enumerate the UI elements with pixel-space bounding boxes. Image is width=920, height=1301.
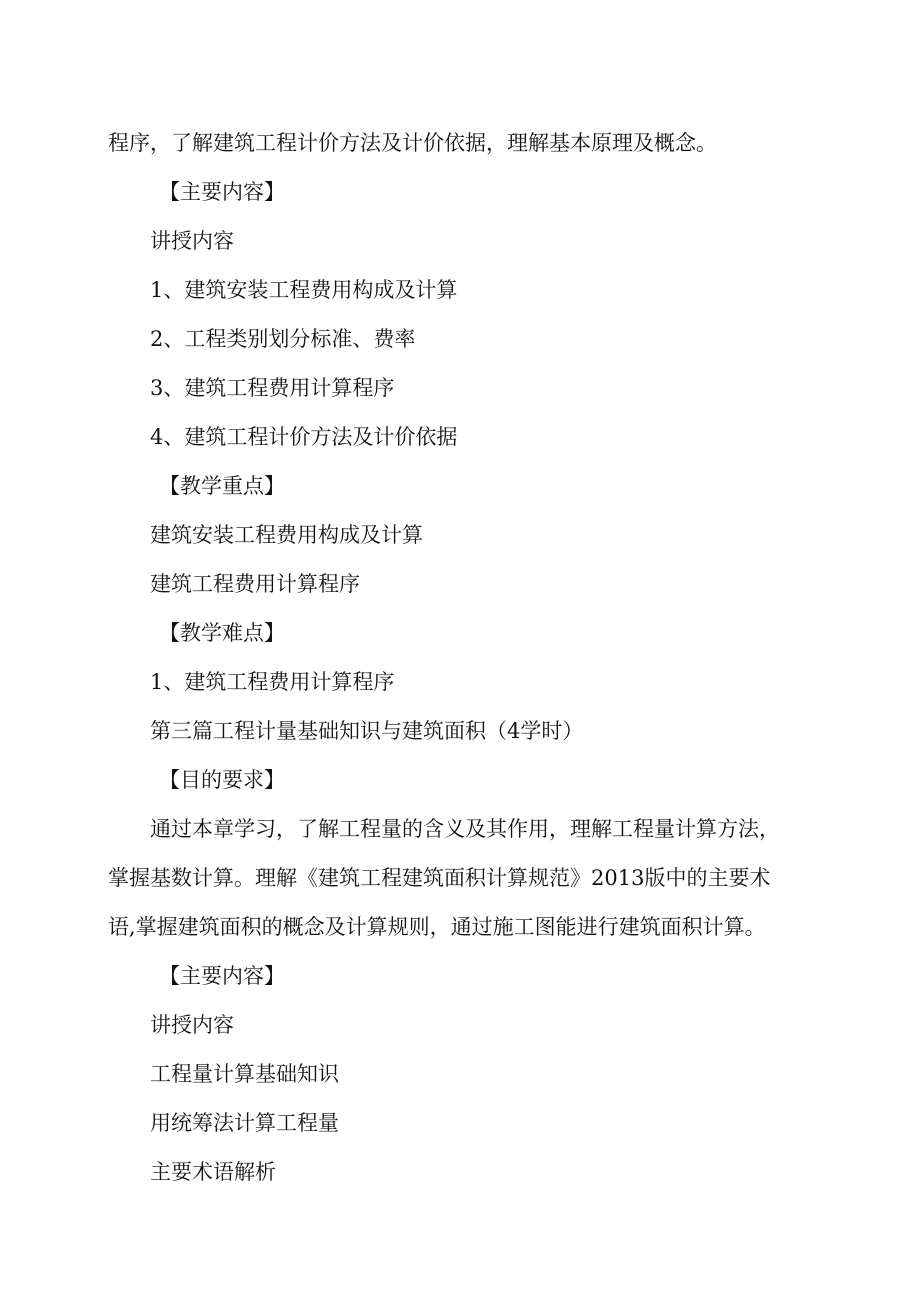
list-item: 建筑工程费用计算程序 bbox=[150, 572, 360, 596]
list-item: 1、建筑工程费用计算程序 bbox=[150, 670, 395, 694]
list-item: 用统筹法计算工程量 bbox=[150, 1111, 339, 1135]
paragraph-line: 语,掌握建筑面积的概念及计算规则，通过施工图能进行建筑面积计算。 bbox=[108, 915, 766, 939]
section-heading-teaching-focus: 【教学重点】 bbox=[159, 474, 285, 498]
paragraph-line: 掌握基数计算。理解《建筑工程建筑面积计算规范》2013版中的主要术 bbox=[108, 866, 771, 890]
list-item: 建筑安装工程费用构成及计算 bbox=[150, 523, 423, 547]
list-item: 主要术语解析 bbox=[150, 1160, 276, 1184]
section-heading-teaching-difficulty: 【教学难点】 bbox=[159, 621, 285, 645]
section-heading-main-content: 【主要内容】 bbox=[159, 180, 285, 204]
list-item: 4、建筑工程计价方法及计价依据 bbox=[150, 425, 458, 449]
text-lecture-content: 讲授内容 bbox=[150, 229, 234, 253]
paragraph-line: 通过本章学习，了解工程量的含义及其作用，理解工程量计算方法， bbox=[150, 817, 780, 841]
section-heading-main-content: 【主要内容】 bbox=[159, 964, 285, 988]
paragraph-continuation: 程序，了解建筑工程计价方法及计价依据，理解基本原理及概念。 bbox=[108, 131, 717, 155]
chapter-title: 第三篇工程计量基础知识与建筑面积（4学时） bbox=[150, 719, 584, 743]
list-item: 工程量计算基础知识 bbox=[150, 1062, 339, 1086]
text-lecture-content: 讲授内容 bbox=[150, 1013, 234, 1037]
list-item: 1、建筑安装工程费用构成及计算 bbox=[150, 278, 458, 302]
section-heading-objectives: 【目的要求】 bbox=[159, 768, 285, 792]
list-item: 3、建筑工程费用计算程序 bbox=[150, 376, 395, 400]
list-item: 2、工程类别划分标准、费率 bbox=[150, 327, 416, 351]
